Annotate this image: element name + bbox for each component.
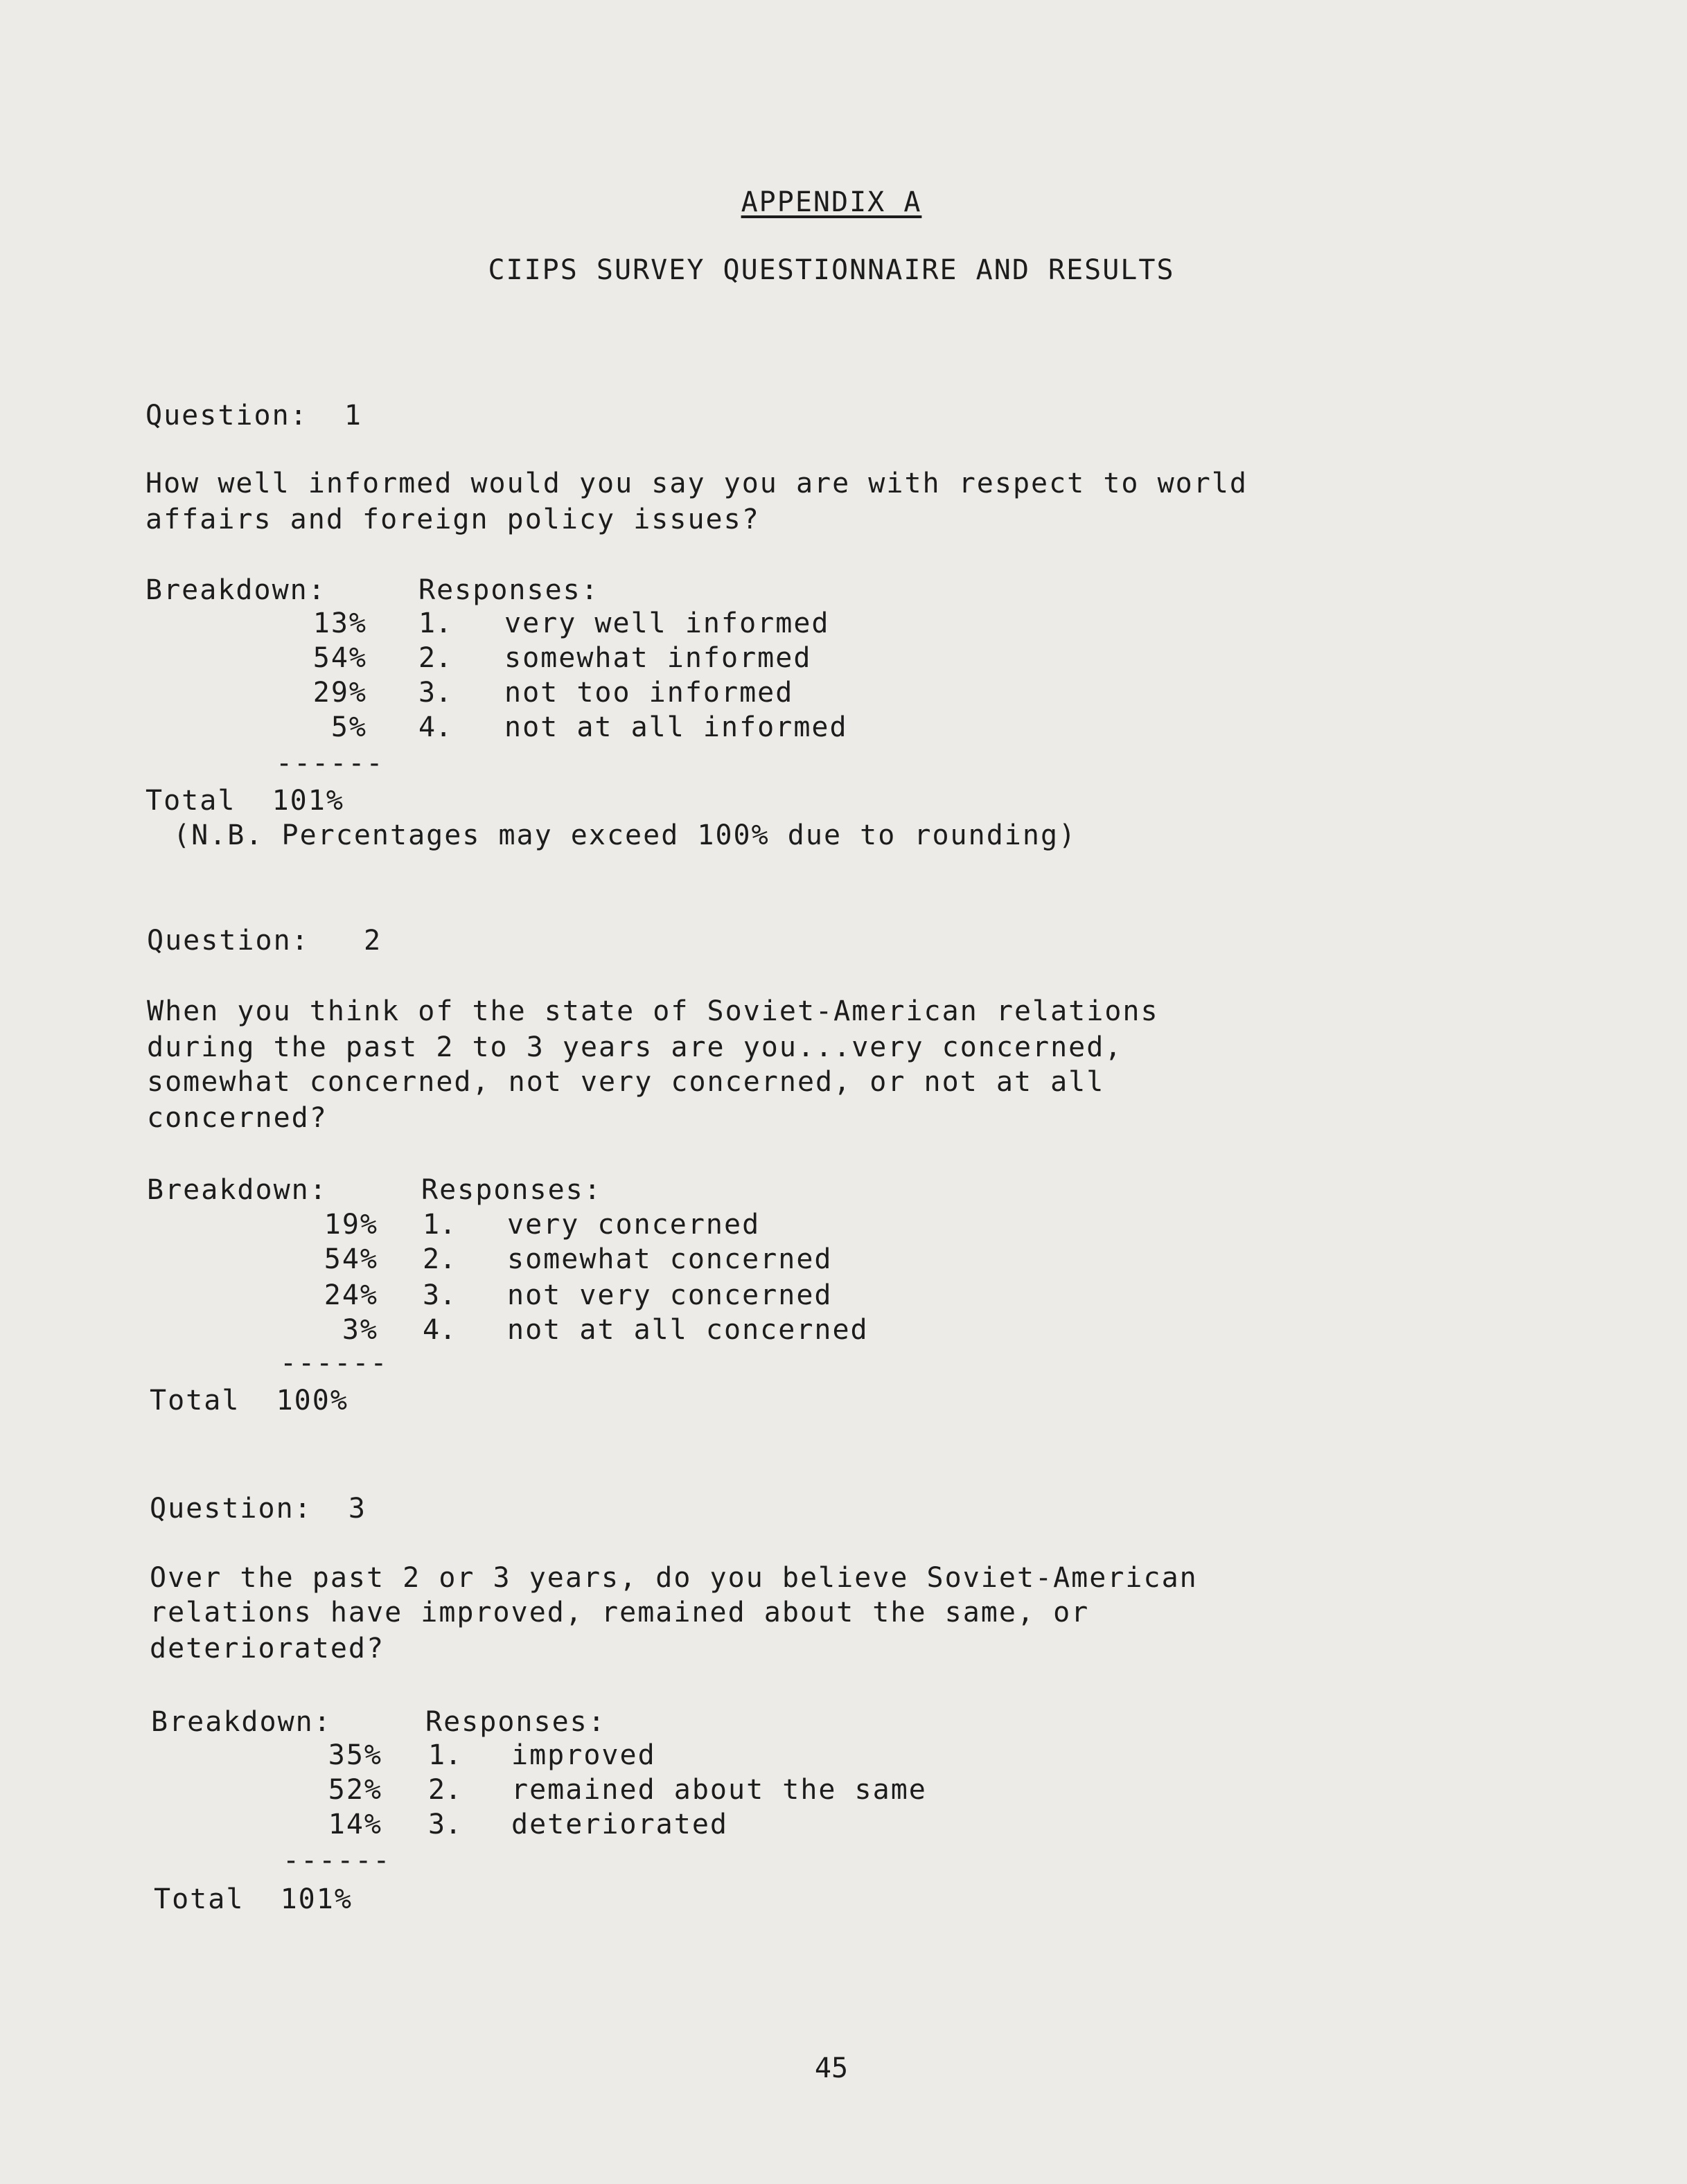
question-1-row-3-response: not too informed: [504, 677, 794, 709]
question-2-row-4-response: not at all concerned: [507, 1314, 869, 1346]
question-1-row-4-percent: 5%: [330, 711, 367, 743]
question-1-rounding-note: (N.B. Percentages may exceed 100% due to rounding): [173, 819, 1077, 851]
question-3-label: Question: 3: [150, 1493, 366, 1525]
question-2-row-3-percent: 24%: [324, 1279, 378, 1311]
question-1-row-1-percent: 13%: [312, 607, 367, 639]
question-1-row-3-percent: 29%: [312, 677, 367, 709]
question-3-breakdown-label: Breakdown:: [151, 1706, 332, 1738]
question-3-row-1-number: 1.: [428, 1739, 462, 1771]
question-1-responses-label: Responses:: [418, 574, 599, 606]
question-3-responses-label: Responses:: [425, 1706, 606, 1738]
page-number: 45: [814, 2052, 849, 2084]
question-2-total: Total 100%: [150, 1385, 348, 1417]
question-3-row-2-response: remained about the same: [511, 1774, 927, 1806]
question-2-row-2-response: somewhat concerned: [507, 1243, 833, 1275]
question-1-row-4-number: 4.: [418, 711, 452, 743]
question-3-row-1-response: improved: [511, 1739, 656, 1771]
question-3-total: Total 101%: [154, 1883, 353, 1915]
question-2-text-line-2: during the past 2 to 3 years are you...very concerned,: [147, 1031, 1123, 1063]
question-1-row-3-number: 3.: [418, 677, 452, 709]
question-1-total: Total 101%: [145, 785, 344, 817]
question-1-label: Question: 1: [145, 400, 362, 432]
question-2-row-3-number: 3.: [423, 1279, 457, 1311]
question-3-row-3-response: deteriorated: [511, 1809, 728, 1840]
question-2-row-1-percent: 19%: [324, 1209, 378, 1241]
question-2-responses-label: Responses:: [421, 1174, 602, 1206]
document-title: CIIPS SURVEY QUESTIONNAIRE AND RESULTS: [488, 254, 1175, 286]
question-2-label: Question: 2: [147, 925, 382, 957]
question-2-row-4-number: 4.: [423, 1314, 457, 1346]
appendix-heading: APPENDIX A: [741, 186, 922, 218]
question-3-text-line-2: relations have improved, remained about the same, or: [150, 1597, 1090, 1628]
question-1-row-2-response: somewhat informed: [504, 642, 812, 674]
question-2-text-line-3: somewhat concerned, not very concerned, or not at all: [147, 1066, 1105, 1098]
question-2-row-1-number: 1.: [423, 1209, 457, 1241]
question-1-row-2-number: 2.: [418, 642, 452, 674]
question-2-text-line-4: concerned?: [147, 1102, 328, 1134]
question-1-text-line-1: How well informed would you say you are with respect to world: [145, 468, 1248, 499]
question-3-row-3-percent: 14%: [328, 1809, 382, 1840]
question-3-row-2-percent: 52%: [328, 1774, 382, 1806]
question-1-row-4-response: not at all informed: [504, 711, 848, 743]
question-3-row-2-number: 2.: [428, 1774, 462, 1806]
question-1-total-rule: ------: [276, 747, 385, 779]
question-1-row-2-percent: 54%: [312, 642, 367, 674]
question-3-text-line-1: Over the past 2 or 3 years, do you believe Soviet-American: [150, 1562, 1198, 1594]
question-2-total-rule: ------: [280, 1347, 389, 1379]
question-3-total-rule: ------: [283, 1845, 391, 1876]
question-2-breakdown-label: Breakdown:: [147, 1174, 328, 1206]
question-3-row-1-percent: 35%: [328, 1739, 382, 1771]
question-2-text-line-1: When you think of the state of Soviet-American relations: [147, 995, 1159, 1027]
question-1-row-1-response: very well informed: [504, 607, 830, 639]
question-1-text-line-2: affairs and foreign policy issues?: [145, 504, 760, 535]
question-2-row-4-percent: 3%: [342, 1314, 378, 1346]
question-3-text-line-3: deteriorated?: [150, 1633, 385, 1664]
question-3-row-3-number: 3.: [428, 1809, 462, 1840]
question-2-row-2-percent: 54%: [324, 1243, 378, 1275]
question-2-row-3-response: not very concerned: [507, 1279, 833, 1311]
question-1-row-1-number: 1.: [418, 607, 452, 639]
question-2-row-1-response: very concerned: [507, 1209, 761, 1241]
question-1-breakdown-label: Breakdown:: [145, 574, 326, 606]
question-2-row-2-number: 2.: [423, 1243, 457, 1275]
